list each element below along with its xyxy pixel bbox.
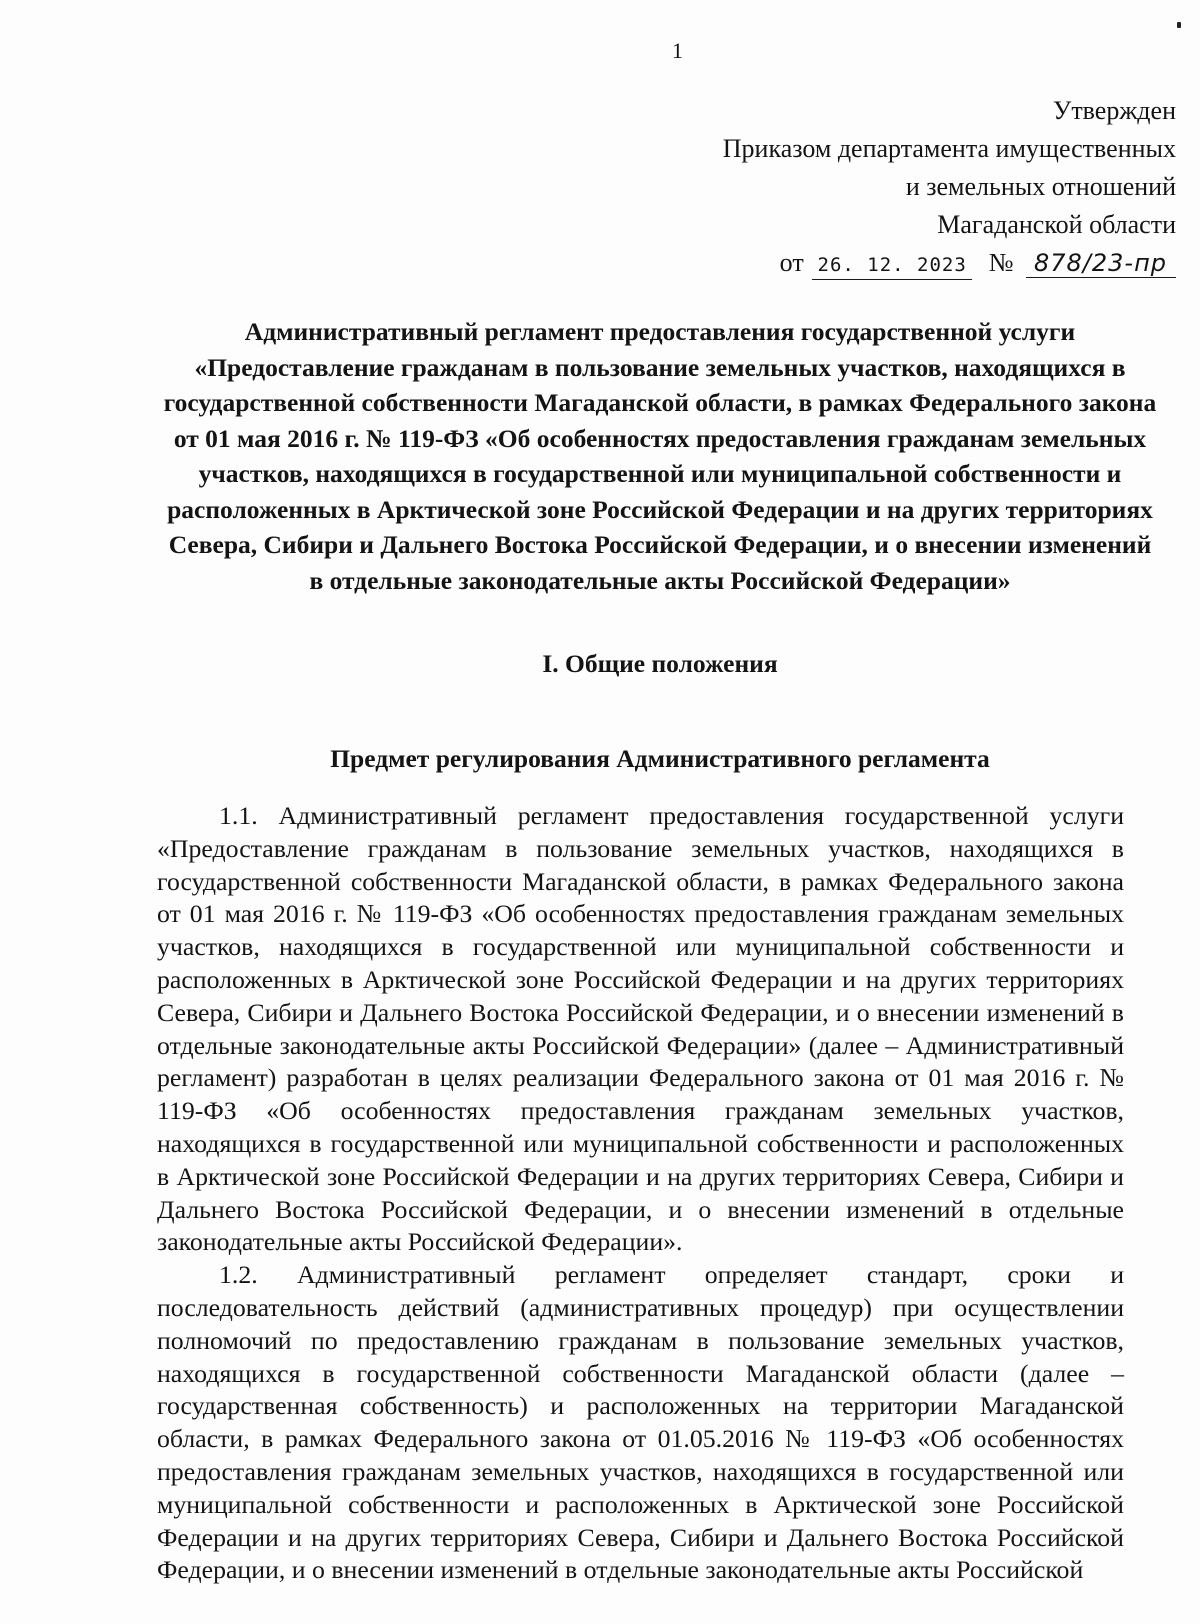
approval-line-region: Магаданской области — [937, 210, 1176, 239]
approval-line-approved: Утвержден — [1052, 96, 1176, 125]
approval-line-order: Приказом департамента имущественных — [722, 134, 1176, 163]
document-title: Административный регламент предоставления государственной услуги «Предоставление гражданам в пользование земельных участков, находящихся в государственной собственности Магаданской области, в рамках Федерального закона от 01 мая 2016 г. № 119-ФЗ «Об особенностях предоставления гражданам земельных участков, находящихся в государственной или муниципальной собственности и расположенных в Арктической зоне Российской Федерации и на других территориях Севера, Сибири и Дальнего Востока Российской Федерации, и о внесении изменений в отдельные законодательные акты Российской Федерации» — [163, 317, 1157, 595]
order-date: 26. 12. 2023 — [812, 251, 972, 280]
order-number: 878/23-пр — [1026, 249, 1176, 278]
body-text — [157, 800, 1124, 1587]
number-prefix: № — [988, 248, 1014, 277]
section-heading: I. Общие положения — [542, 649, 778, 678]
paragraph-1-1: 1.1. Административный регламент предоставления государственной услуги «Предоставление гражданам в пользование земельных участков, находящихся в государственной собственности Магаданской области, в рамках Федерального закона от 01 мая 2016 г. № 119-ФЗ «Об особенностях предоставления гражданам земельных участков, находящихся в государственной или муниципальной собственности и расположенных в Арктической зоне Российской Федерации и на других территориях Севера, Сибири и Дальнего Востока Российской Федерации, и о внесении изменений в отдельные законодательные акты Российской Федерации» (далее – Административный регламент) разработан в целях реализации Федерального закона от 01 мая 2016 г. № 119-ФЗ «Об особенностях предоставления гражданам земельных участков, находящихся в государственной или муниципальной собственности и расположенных в Арктической зоне Российской Федерации и на других территориях Севера, Сибири и Дальнего Востока Российской Федерации, и о внесении изменений в отдельные законодательные акты Российской Федерации». — [157, 801, 1124, 1257]
page-marker: 1 — [672, 38, 683, 63]
approval-line-department: и земельных отношений — [905, 172, 1176, 201]
approval-block — [656, 92, 1176, 282]
scan-speck — [1177, 22, 1181, 28]
order-date-number-line — [656, 244, 1176, 282]
paragraph-1-2: 1.2. Административный регламент определяет стандарт, сроки и последовательность действий (административных процедур) при осуществлении полномочий по предоставлению гражданам в пользование земельных участков, находящихся в государственной собственности Магаданской области (далее – государственная собственность) и расположенных на территории Магаданской области, в рамках Федерального закона от 01.05.2016 № 119-ФЗ «Об особенностях предоставления гражданам земельных участков, находящихся в государственной или муниципальной собственности и расположенных в Арктической зоне Российской Федерации и на других территориях Севера, Сибири и Дальнего Востока Российской Федерации, и о внесении изменений в отдельные законодательные акты Российской — [157, 1260, 1124, 1585]
section-subheading: Предмет регулирования Административного регламента — [330, 744, 990, 773]
date-prefix: от — [779, 248, 804, 277]
